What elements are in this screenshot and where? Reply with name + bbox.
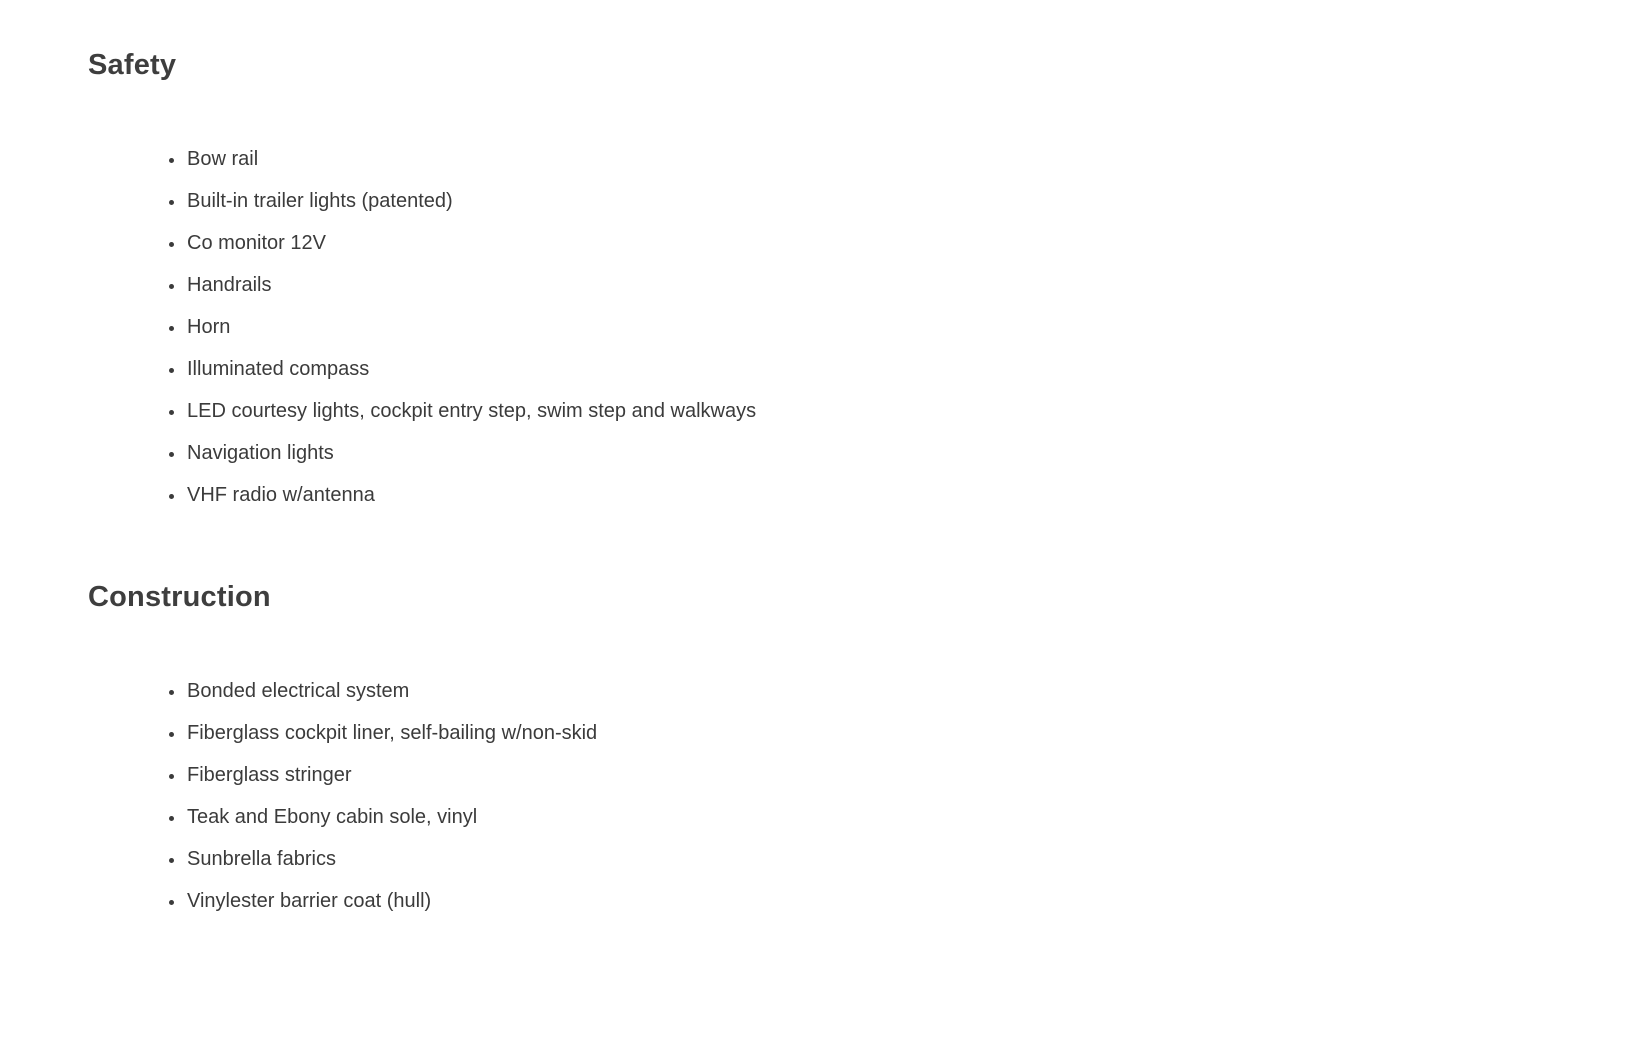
section-list [88,138,1604,516]
list-item: • Sunbrella fabrics [185,838,1604,880]
list-item: • Illuminated compass [185,348,1604,390]
list-item: • Bonded electrical system [185,670,1604,712]
list-item: • Navigation lights [185,432,1604,474]
list-item: • Teak and Ebony cabin sole, vinyl [185,796,1604,838]
list-item: • Fiberglass stringer [185,754,1604,796]
list-item: • Co monitor 12V [185,222,1604,264]
list-item: • Built-in trailer lights (patented) [185,180,1604,222]
section-heading: Construction [88,581,271,613]
list-item: • LED courtesy lights, cockpit entry step, swim step and walkways [185,390,1604,432]
list-item: • Fiberglass cockpit liner, self-bailing w/non-skid [185,712,1604,754]
spec-section [88,48,1604,516]
list-item: • Handrails [185,264,1604,306]
section-heading: Safety [88,49,177,81]
list-item: • Horn [185,306,1604,348]
list-item: • Bow rail [185,138,1604,180]
list-item: • VHF radio w/antenna [185,474,1604,516]
spec-section [88,580,1604,922]
section-list [88,670,1604,922]
list-item: • Vinylester barrier coat (hull) [185,880,1604,922]
